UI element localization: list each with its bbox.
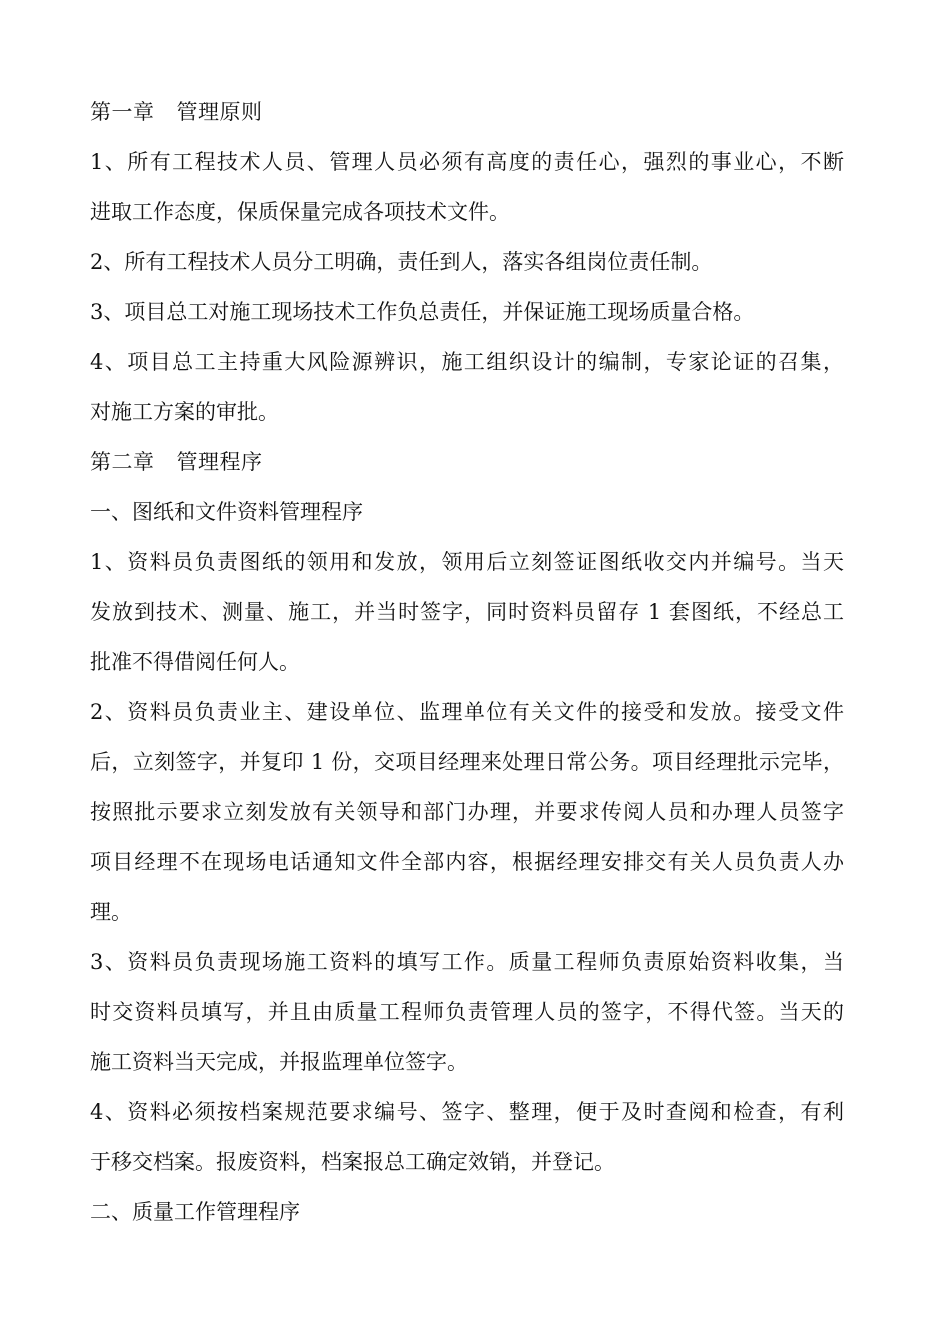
chapter-2-label: 第二章 [90,450,155,474]
chapter-1-heading [90,87,844,137]
chapter-1-item-3-line-1: 3、项目总工对施工现场技术工作负总责任，并保证施工现场质量合格。 [90,300,755,324]
section-1-item-2-line-5: 理。 [90,900,132,924]
section-1-item-2-line-2: 后，立刻签字，并复印 1 份，交项目经理来处理日常公务。项目经理批示完毕， [90,750,844,774]
section-1-item-3-line-1: 3、资料员负责现场施工资料的填写工作。质量工程师负责原始资料收集，当 [90,950,844,974]
chapter-1-label: 第一章 [90,100,155,124]
section-1-item-3-line-2: 时交资料员填写，并且由质量工程师负责管理人员的签字，不得代签。当天的 [90,1000,844,1024]
chapter-2-heading [90,437,844,487]
chapter-1-item-1-line-2: 进取工作态度，保质保量完成各项技术文件。 [90,200,510,224]
section-1-item-1-line-3: 批准不得借阅任何人。 [90,650,300,674]
chapter-1-title: 管理原则 [176,100,263,124]
section-1-item-3-line-3: 施工资料当天完成，并报监理单位签字。 [90,1050,468,1074]
chapter-1-item-4-line-1: 4、项目总工主持重大风险源辨识，施工组织设计的编制，专家论证的召集， [90,350,844,374]
section-1-item-1-line-1: 1、资料员负责图纸的领用和发放，领用后立刻签证图纸收交内并编号。当天 [90,550,844,574]
document-page [90,87,844,1237]
section-1-item-2-line-4: 项目经理不在现场电话通知文件全部内容，根据经理安排交有关人员负责人办 [90,850,844,874]
chapter-2-title: 管理程序 [176,450,263,474]
section-1-item-2-line-3: 按照批示要求立刻发放有关领导和部门办理，并要求传阅人员和办理人员签字 [90,800,844,824]
chapter-1-item-1-line-1: 1、所有工程技术人员、管理人员必须有高度的责任心，强烈的事业心，不断 [90,150,844,174]
section-1-heading: 一、图纸和文件资料管理程序 [90,500,363,524]
section-1-item-1-line-2: 发放到技术、测量、施工，并当时签字，同时资料员留存 1 套图纸，不经总工 [90,600,844,624]
section-1-item-4-line-2: 于移交档案。报废资料，档案报总工确定效销，并登记。 [90,1150,615,1174]
section-1-item-2-line-1: 2、资料员负责业主、建设单位、监理单位有关文件的接受和发放。接受文件 [90,700,844,724]
chapter-1-item-2-line-1: 2、所有工程技术人员分工明确，责任到人，落实各组岗位责任制。 [90,250,713,274]
section-2-heading: 二、质量工作管理程序 [90,1200,300,1224]
chapter-1-item-4-line-2: 对施工方案的审批。 [90,400,279,424]
section-1-item-4-line-1: 4、资料必须按档案规范要求编号、签字、整理，便于及时查阅和检查，有利 [90,1100,844,1124]
